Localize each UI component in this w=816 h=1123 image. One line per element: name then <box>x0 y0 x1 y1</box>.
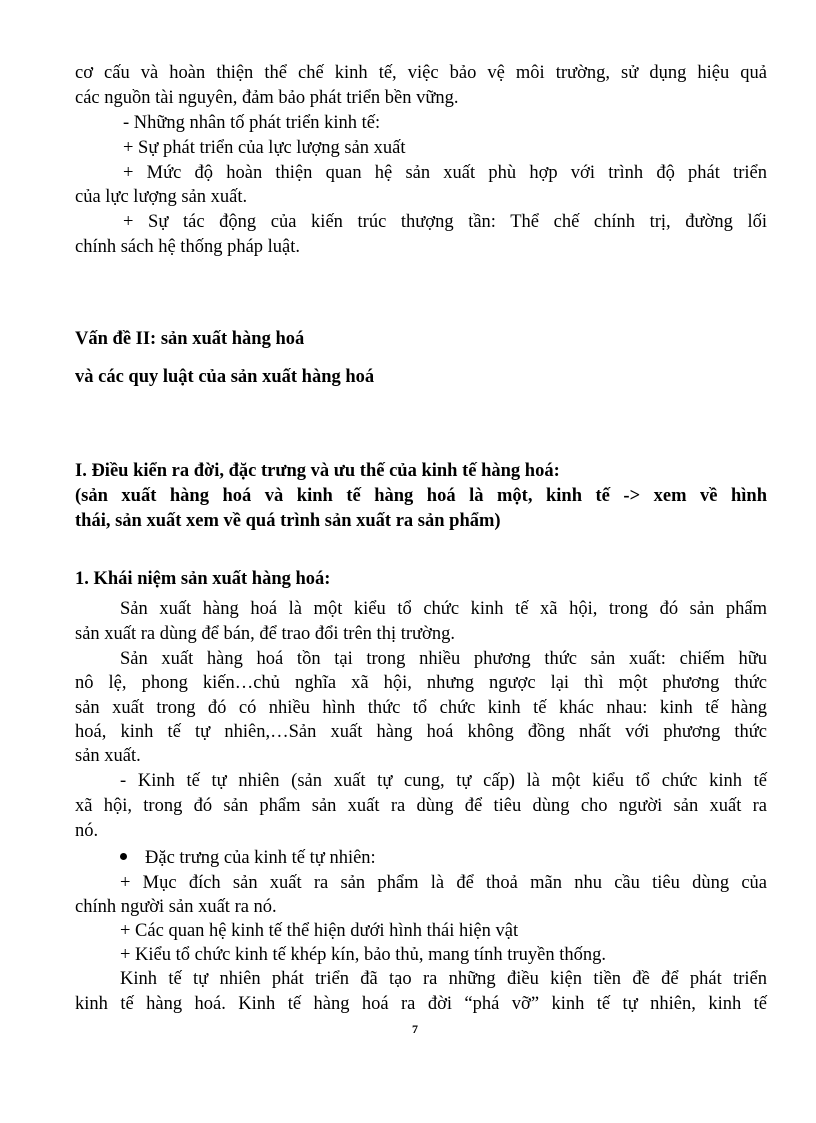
text-line: nô lệ, phong kiến…chủ nghĩa xã hội, nhưng ngược lại thì một phương thức <box>75 673 767 693</box>
bullet-icon <box>120 853 127 860</box>
text-line: chính sách hệ thống pháp luật. <box>75 237 301 257</box>
text-line: kinh tế hàng hoá. Kinh tế hàng hoá ra đời “phá vỡ” kinh tế tự nhiên, kinh tế <box>75 994 767 1014</box>
text-line: các nguồn tài nguyên, đảm bảo phát triển bền vững. <box>75 88 459 108</box>
text-line: + Mức độ hoàn thiện quan hệ sản xuất phù hợp với trình độ phát triển <box>123 163 767 183</box>
text-line: + Sự phát triển của lực lượng sản xuất <box>123 138 406 158</box>
text-line: hoá, kinh tế tự nhiên,…Sản xuất hàng hoá không đồng nhất với phương thức <box>75 722 767 742</box>
text-line: sản xuất trong đó có nhiều hình thức tổ chức kinh tế khác nhau: kinh tế hàng <box>75 698 767 718</box>
text-line: xã hội, trong đó sản phẩm sản xuất ra dùng để tiêu dùng cho người sản xuất ra <box>75 796 767 816</box>
text-line: Sản xuất hàng hoá là một kiểu tổ chức kinh tế xã hội, trong đó sản phẩm <box>120 599 767 619</box>
text-line: - Những nhân tố phát triển kinh tế: <box>123 113 381 133</box>
text-line: sản xuất. <box>75 746 141 766</box>
section-heading: và các quy luật của sản xuất hàng hoá <box>75 367 375 387</box>
section-heading: Vấn đề II: sản xuất hàng hoá <box>75 329 305 349</box>
text-line: + Sự tác động của kiến trúc thượng tần: Thể chế chính trị, đường lối <box>123 212 767 232</box>
text-line: - Kinh tế tự nhiên (sản xuất tự cung, tự cấp) là một kiểu tổ chức kinh tế <box>120 771 767 791</box>
text-line: cơ cấu và hoàn thiện thể chế kinh tế, việc bảo vệ môi trường, sử dụng hiệu quả <box>75 63 767 83</box>
text-line: Sản xuất hàng hoá tồn tại trong nhiều phương thức sản xuất: chiếm hữu <box>120 649 767 669</box>
text-line: sản xuất ra dùng để bán, để trao đổi trên thị trường. <box>75 624 455 644</box>
text-line: chính người sản xuất ra nó. <box>75 897 277 917</box>
bullet-item <box>120 846 767 870</box>
text-line: của lực lượng sản xuất. <box>75 187 248 207</box>
subsection-note: (sản xuất hàng hoá và kinh tế hàng hoá là một, kinh tế -> xem về hình <box>75 486 767 506</box>
text-line: + Mục đích sản xuất ra sản phẩm là để thoả mãn nhu cầu tiêu dùng của <box>120 873 767 893</box>
text-line: Kinh tế tự nhiên phát triển đã tạo ra những điều kiện tiền đề để phát triển <box>120 969 767 989</box>
bullet-text: Đặc trưng của kinh tế tự nhiên: <box>145 848 376 868</box>
subsection-heading: I. Điều kiển ra đời, đặc trưng và ưu thế của kinh tế hàng hoá: <box>75 461 560 481</box>
page-number: 7 <box>412 1022 418 1036</box>
subsection-note: thái, sản xuất xem về quá trình sản xuất ra sản phẩm) <box>75 511 501 531</box>
text-line: + Kiểu tổ chức kinh tế khép kín, bảo thủ, mang tính truyền thống. <box>120 945 606 965</box>
numbered-heading: 1. Khái niệm sản xuất hàng hoá: <box>75 569 331 589</box>
text-line: + Các quan hệ kinh tế thể hiện dưới hình thái hiện vật <box>120 921 519 941</box>
text-line: nó. <box>75 821 99 841</box>
